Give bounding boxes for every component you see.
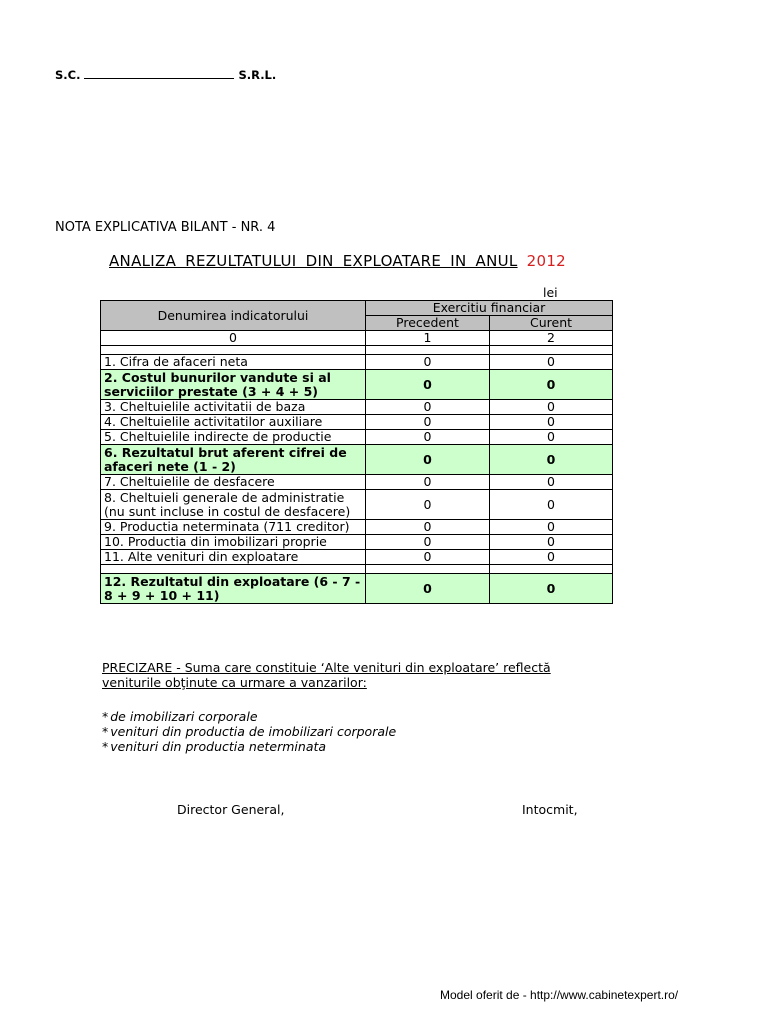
table-row (101, 400, 613, 415)
asterisk-icon: * (102, 739, 109, 754)
row-label: 7. Cheltuielile de desfacere (101, 475, 366, 490)
list-item (102, 709, 396, 724)
nota-title: NOTA EXPLICATIVA BILANT - NR. 4 (55, 220, 276, 235)
row-curr-value: 0 (490, 574, 613, 604)
company-name-line (55, 68, 276, 82)
company-blank-line (84, 68, 234, 79)
col-name-header: Denumirea indicatorului (101, 301, 366, 331)
row-curr-value: 0 (490, 445, 613, 475)
index-row (101, 331, 613, 346)
table-row (101, 520, 613, 535)
row-label: 4. Cheltuielile activitatilor auxiliare (101, 415, 366, 430)
intocmit-signature: Intocmit, (522, 802, 578, 817)
row-prev-value: 0 (366, 490, 490, 520)
title-text: ANALIZA REZULTATULUI DIN EXPLOATARE IN ANUL (109, 252, 518, 270)
row-label: 5. Cheltuielile indirecte de productie (101, 430, 366, 445)
group-header: Exercitiu financiar (366, 301, 613, 316)
col-prev-header: Precedent (366, 316, 490, 331)
table-row (101, 550, 613, 565)
row-label: 12. Rezultatul din exploatare (6 - 7 - 8 + 9 + 10 + 11) (101, 574, 366, 604)
table-row (101, 535, 613, 550)
page-title (109, 252, 566, 270)
row-curr-value: 0 (490, 400, 613, 415)
blank-row (101, 565, 613, 574)
row-prev-value: 0 (366, 400, 490, 415)
company-prefix: S.C. (55, 68, 81, 82)
table-row (101, 355, 613, 370)
bullet-text: de imobilizari corporale (110, 709, 258, 724)
bullet-text: venituri din productia neterminata (110, 739, 327, 754)
precizare-note: PRECIZARE - Suma care constituie ‘Alte venituri din exploatare’ reflectă veniturile obţinute ca urmare a vanzarilor: (102, 660, 551, 690)
row-prev-value: 0 (366, 475, 490, 490)
table-row-total (101, 445, 613, 475)
title-year: 2012 (526, 252, 567, 270)
list-item (102, 739, 396, 754)
row-prev-value: 0 (366, 445, 490, 475)
list-item (102, 724, 396, 739)
row-prev-value: 0 (366, 430, 490, 445)
row-prev-value: 0 (366, 520, 490, 535)
company-suffix: S.R.L. (238, 68, 277, 82)
row-label: 9. Productia neterminata (711 creditor) (101, 520, 366, 535)
row-curr-value: 0 (490, 550, 613, 565)
row-prev-value: 0 (366, 550, 490, 565)
asterisk-icon: * (102, 724, 109, 739)
row-curr-value: 0 (490, 430, 613, 445)
row-prev-value: 0 (366, 355, 490, 370)
row-prev-value: 0 (366, 574, 490, 604)
row-curr-value: 0 (490, 415, 613, 430)
table-row-total (101, 370, 613, 400)
row-curr-value: 0 (490, 490, 613, 520)
footer-credit: Model oferit de - http://www.cabinetexpert.ro/ (440, 988, 679, 1002)
row-label: 6. Rezultatul brut aferent cifrei de afaceri nete (1 - 2) (101, 445, 366, 475)
director-signature: Director General, (177, 802, 285, 817)
index-cell: 0 (101, 331, 366, 346)
index-cell: 1 (366, 331, 490, 346)
row-label: 2. Costul bunurilor vandute si al serviciilor prestate (3 + 4 + 5) (101, 370, 366, 400)
index-cell: 2 (490, 331, 613, 346)
row-label: 10. Productia din imobilizari proprie (101, 535, 366, 550)
row-label: 3. Cheltuielile activitatii de baza (101, 400, 366, 415)
bullet-list (102, 709, 396, 754)
row-label: 1. Cifra de afaceri neta (101, 355, 366, 370)
blank-row (101, 346, 613, 355)
row-prev-value: 0 (366, 370, 490, 400)
bullet-text: venituri din productia de imobilizari corporale (110, 724, 397, 739)
row-label: 8. Cheltuieli generale de administratie (nu sunt incluse in costul de desfacere) (101, 490, 366, 520)
col-curr-header: Curent (490, 316, 613, 331)
row-label: 11. Alte venituri din exploatare (101, 550, 366, 565)
asterisk-icon: * (102, 709, 109, 724)
row-curr-value: 0 (490, 520, 613, 535)
row-curr-value: 0 (490, 475, 613, 490)
row-prev-value: 0 (366, 415, 490, 430)
row-curr-value: 0 (490, 355, 613, 370)
table-row (101, 430, 613, 445)
row-prev-value: 0 (366, 535, 490, 550)
row-curr-value: 0 (490, 370, 613, 400)
results-table (100, 300, 613, 604)
table-header-row (101, 301, 613, 316)
unit-label: lei (543, 285, 558, 300)
table-row-total (101, 574, 613, 604)
table-row (101, 490, 613, 520)
row-curr-value: 0 (490, 535, 613, 550)
table-row (101, 475, 613, 490)
table-row (101, 415, 613, 430)
